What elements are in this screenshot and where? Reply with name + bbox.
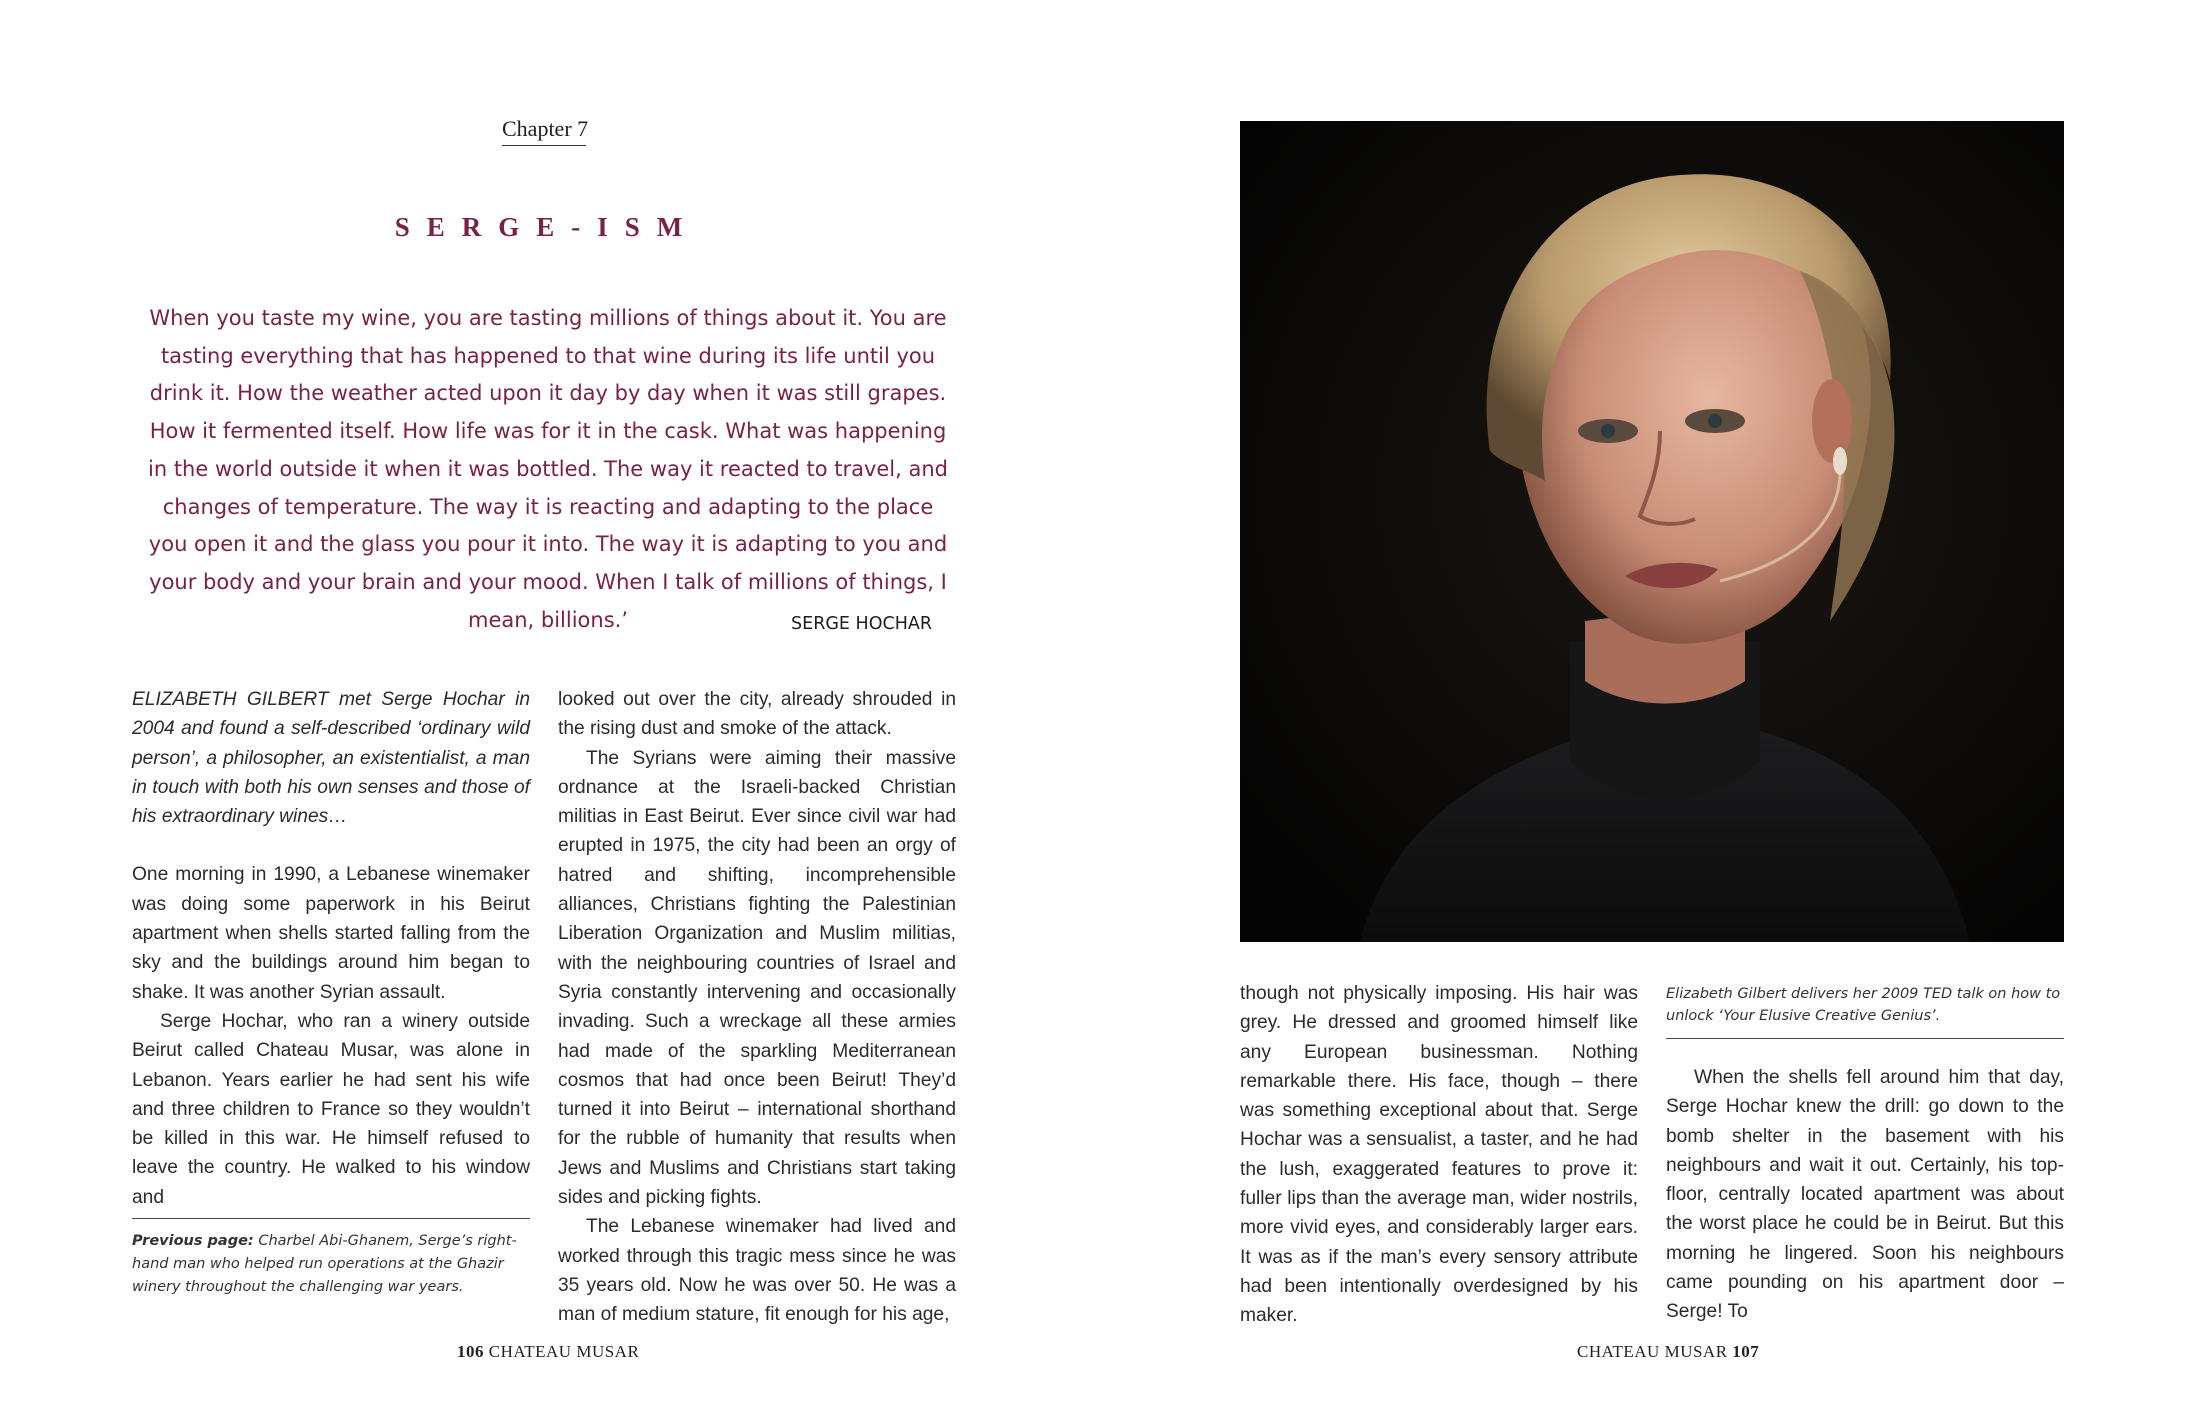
chapter-label: Chapter 7 xyxy=(502,116,586,146)
epigraph-quote: When you taste my wine, you are tasting millions of things about it. You are tasting everything that has happened to that wine during its life until you drink it. How the weather acted upon it day by day when it was still grapes. How it fermented itself. How life was for it in the cask. What was happening in the world outside it when it was bottled. The way it reacted to travel, and changes of temperature. The way it is reacting and adapting to the place you open it and the glass you pour it into. The way it is adapting to you and your body and your brain and your mood. When I talk of millions of things, I mean, billions.’ xyxy=(148,306,948,632)
body-paragraph: The Syrians were aiming their massive ordnance at the Israeli-backed Christian militias in East Beirut. Ever since civil war had erupted in 1975, the city had been an orgy of hatred and shifting, incomprehensible alliances, Christians fighting the Palestinian Liberation Organization and Muslim militias, with the neighbouring countries of Israel and Syria constantly intervening and occasionally invading. Such a wreckage all these armies had made of the sparkling Mediterranean cosmos that had once been Beirut! They’d turned it into Beirut – international shorthand for the rubble of humanity that results when Jews and Muslims and Christians start taking sides and picking fights. xyxy=(558,747,956,1209)
previous-page-caption xyxy=(132,1230,530,1299)
page-folio-left xyxy=(457,1342,639,1362)
caption-divider xyxy=(132,1218,530,1219)
epigraph-author: SERGE HOCHAR xyxy=(791,614,932,634)
caption-divider xyxy=(1666,1038,2064,1039)
body-paragraph: though not physically imposing. His hair was grey. He dressed and groomed himself like any European businessman. Nothing remarkable there. His face, though – there was something exceptional about that. Serge Hochar was a sensualist, a taster, and he had the lush, exaggerated features to prove it: fuller lips than the average man, wider nostrils, more vivid eyes, and considerably larger ears. It was as if the man’s every sensory attribute had been intentionally overdesigned by his maker. xyxy=(1240,983,1638,1327)
page-number: 106 xyxy=(457,1342,484,1361)
portrait-photo xyxy=(1240,121,2064,942)
body-column-2 xyxy=(558,685,956,1330)
portrait-photo-illustration xyxy=(1240,121,2064,942)
body-column-3 xyxy=(1240,979,1638,1331)
body-column-4 xyxy=(1666,1063,2064,1327)
body-paragraph: Serge Hochar, who ran a winery outside Beirut called Chateau Musar, was alone in Lebanon. Years earlier he had sent his wife and three children to France so they wouldn’t be killed in this war. He himself refused to leave the country. He walked to his window and xyxy=(132,1010,530,1208)
running-title: CHATEAU MUSAR xyxy=(1577,1342,1728,1361)
intro-paragraph: ELIZABETH GILBERT met Serge Hochar in 2004 and found a self-described ‘ordinary wild person’, a philosopher, an existentialist, a man in touch with both his own senses and those of his extraordinary wines… xyxy=(132,689,530,828)
caption-label: Previous page: xyxy=(132,1233,254,1249)
running-title: CHATEAU MUSAR xyxy=(488,1342,640,1361)
body-paragraph: When the shells fell around him that day, Serge Hochar knew the drill: go down to the bomb shelter in the basement with his neighbours and wait it out. Certainly, his top-floor, centrally located apartment was about the worst place he could be in Beirut. But this morning he lingered. Soon his neighbours came pounding on his apartment door – Serge! To xyxy=(1666,1067,2064,1323)
body-column-1 xyxy=(132,685,530,1212)
page-number: 107 xyxy=(1732,1342,1760,1361)
body-paragraph: The Lebanese winemaker had lived and worked through this tragic mess since he was 35 years old. Now he was over 50. He was a man of medium stature, fit enough for his age, xyxy=(558,1216,956,1326)
body-paragraph: looked out over the city, already shrouded in the rising dust and smoke of the attack. xyxy=(558,689,956,740)
left-page xyxy=(0,0,1094,1425)
page-folio-right xyxy=(1577,1342,1759,1362)
chapter-title: SERGE-ISM xyxy=(394,212,700,242)
body-paragraph: One morning in 1990, a Lebanese winemaker was doing some paperwork in his Beirut apartment when shells started falling from the sky and the buildings around him began to shake. It was another Syrian assault. xyxy=(132,864,530,1003)
photo-caption: Elizabeth Gilbert delivers her 2009 TED talk on how to unlock ‘Your Elusive Creative Genius’. xyxy=(1666,986,2061,1024)
caption-text: Charbel Abi-Ghanem, Serge’s right-hand man who helped run operations at the Ghazir winery throughout the challenging war years. xyxy=(132,1233,517,1295)
